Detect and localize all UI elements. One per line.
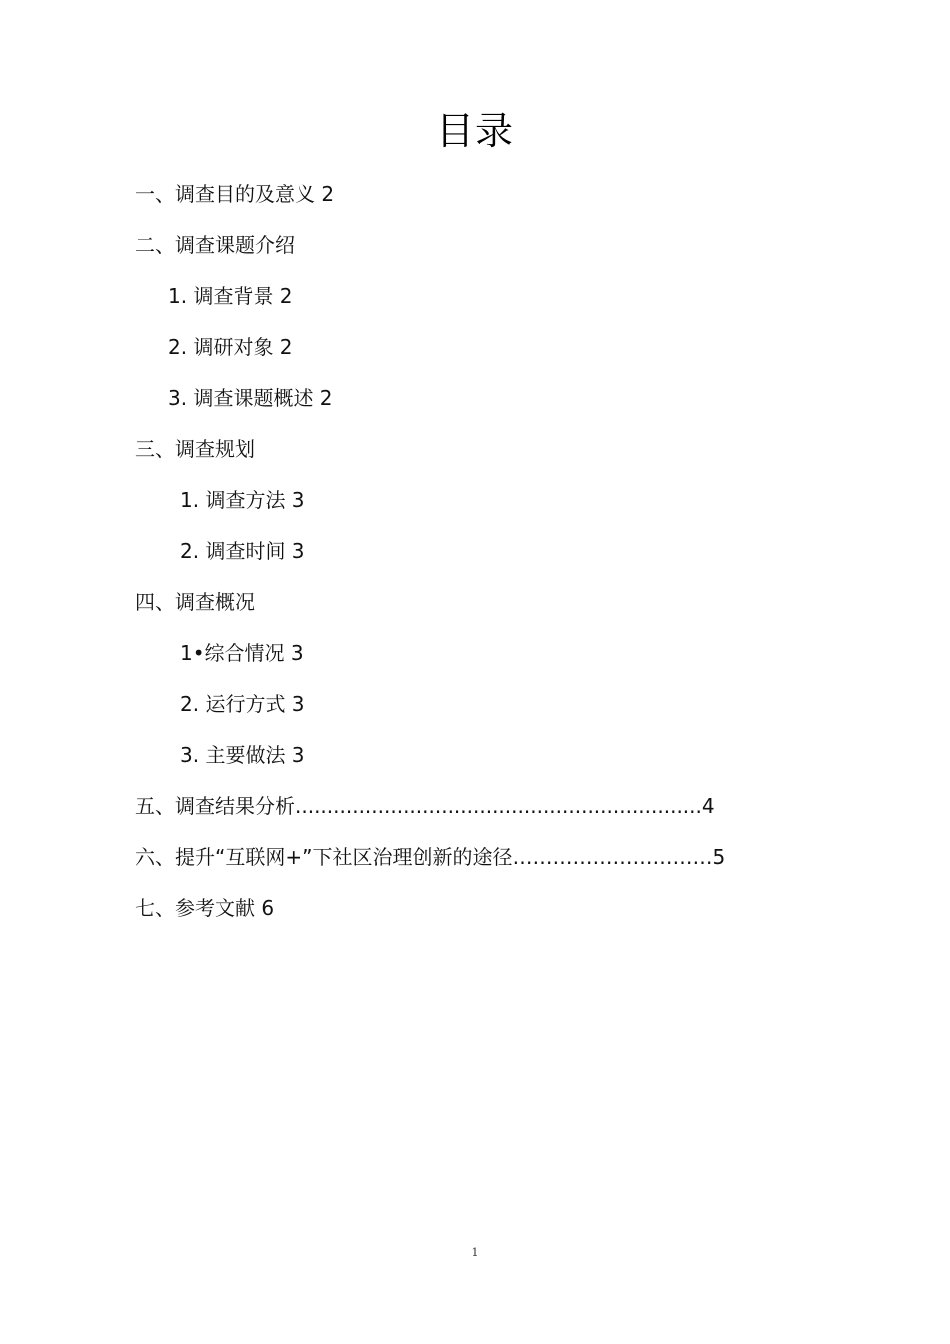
page-number: 1 <box>471 1246 479 1259</box>
toc-entry-2: 二、调查课题介绍 <box>135 233 295 257</box>
toc-entry-2-2: 2. 调研对象 2 <box>168 335 293 359</box>
toc-entry-3-1: 1. 调查方法 3 <box>180 488 305 512</box>
toc-entry-1: 一、调查目的及意义 2 <box>135 182 335 206</box>
toc-entry-2-1: 1. 调查背景 2 <box>168 284 293 308</box>
toc-entry-4-1: 1•综合情况 3 <box>180 641 304 665</box>
toc-entry-5: 五、调查结果分析................................................................4 <box>135 794 715 818</box>
toc-title: 目录 <box>435 109 514 153</box>
toc-entry-3-2: 2. 调查时间 3 <box>180 539 305 563</box>
toc-entry-3: 三、调查规划 <box>135 437 255 461</box>
toc-entry-6: 六、提升“互联网+”下社区治理创新的途径…………………………5 <box>135 845 726 869</box>
toc-entry-2-3: 3. 调查课题概述 2 <box>168 386 333 410</box>
toc-entry-4-2: 2. 运行方式 3 <box>180 692 305 716</box>
toc-entry-7: 七、参考文献 6 <box>135 896 275 920</box>
toc-entry-4-3: 3. 主要做法 3 <box>180 743 305 767</box>
toc-entry-4: 四、调查概况 <box>135 590 255 614</box>
